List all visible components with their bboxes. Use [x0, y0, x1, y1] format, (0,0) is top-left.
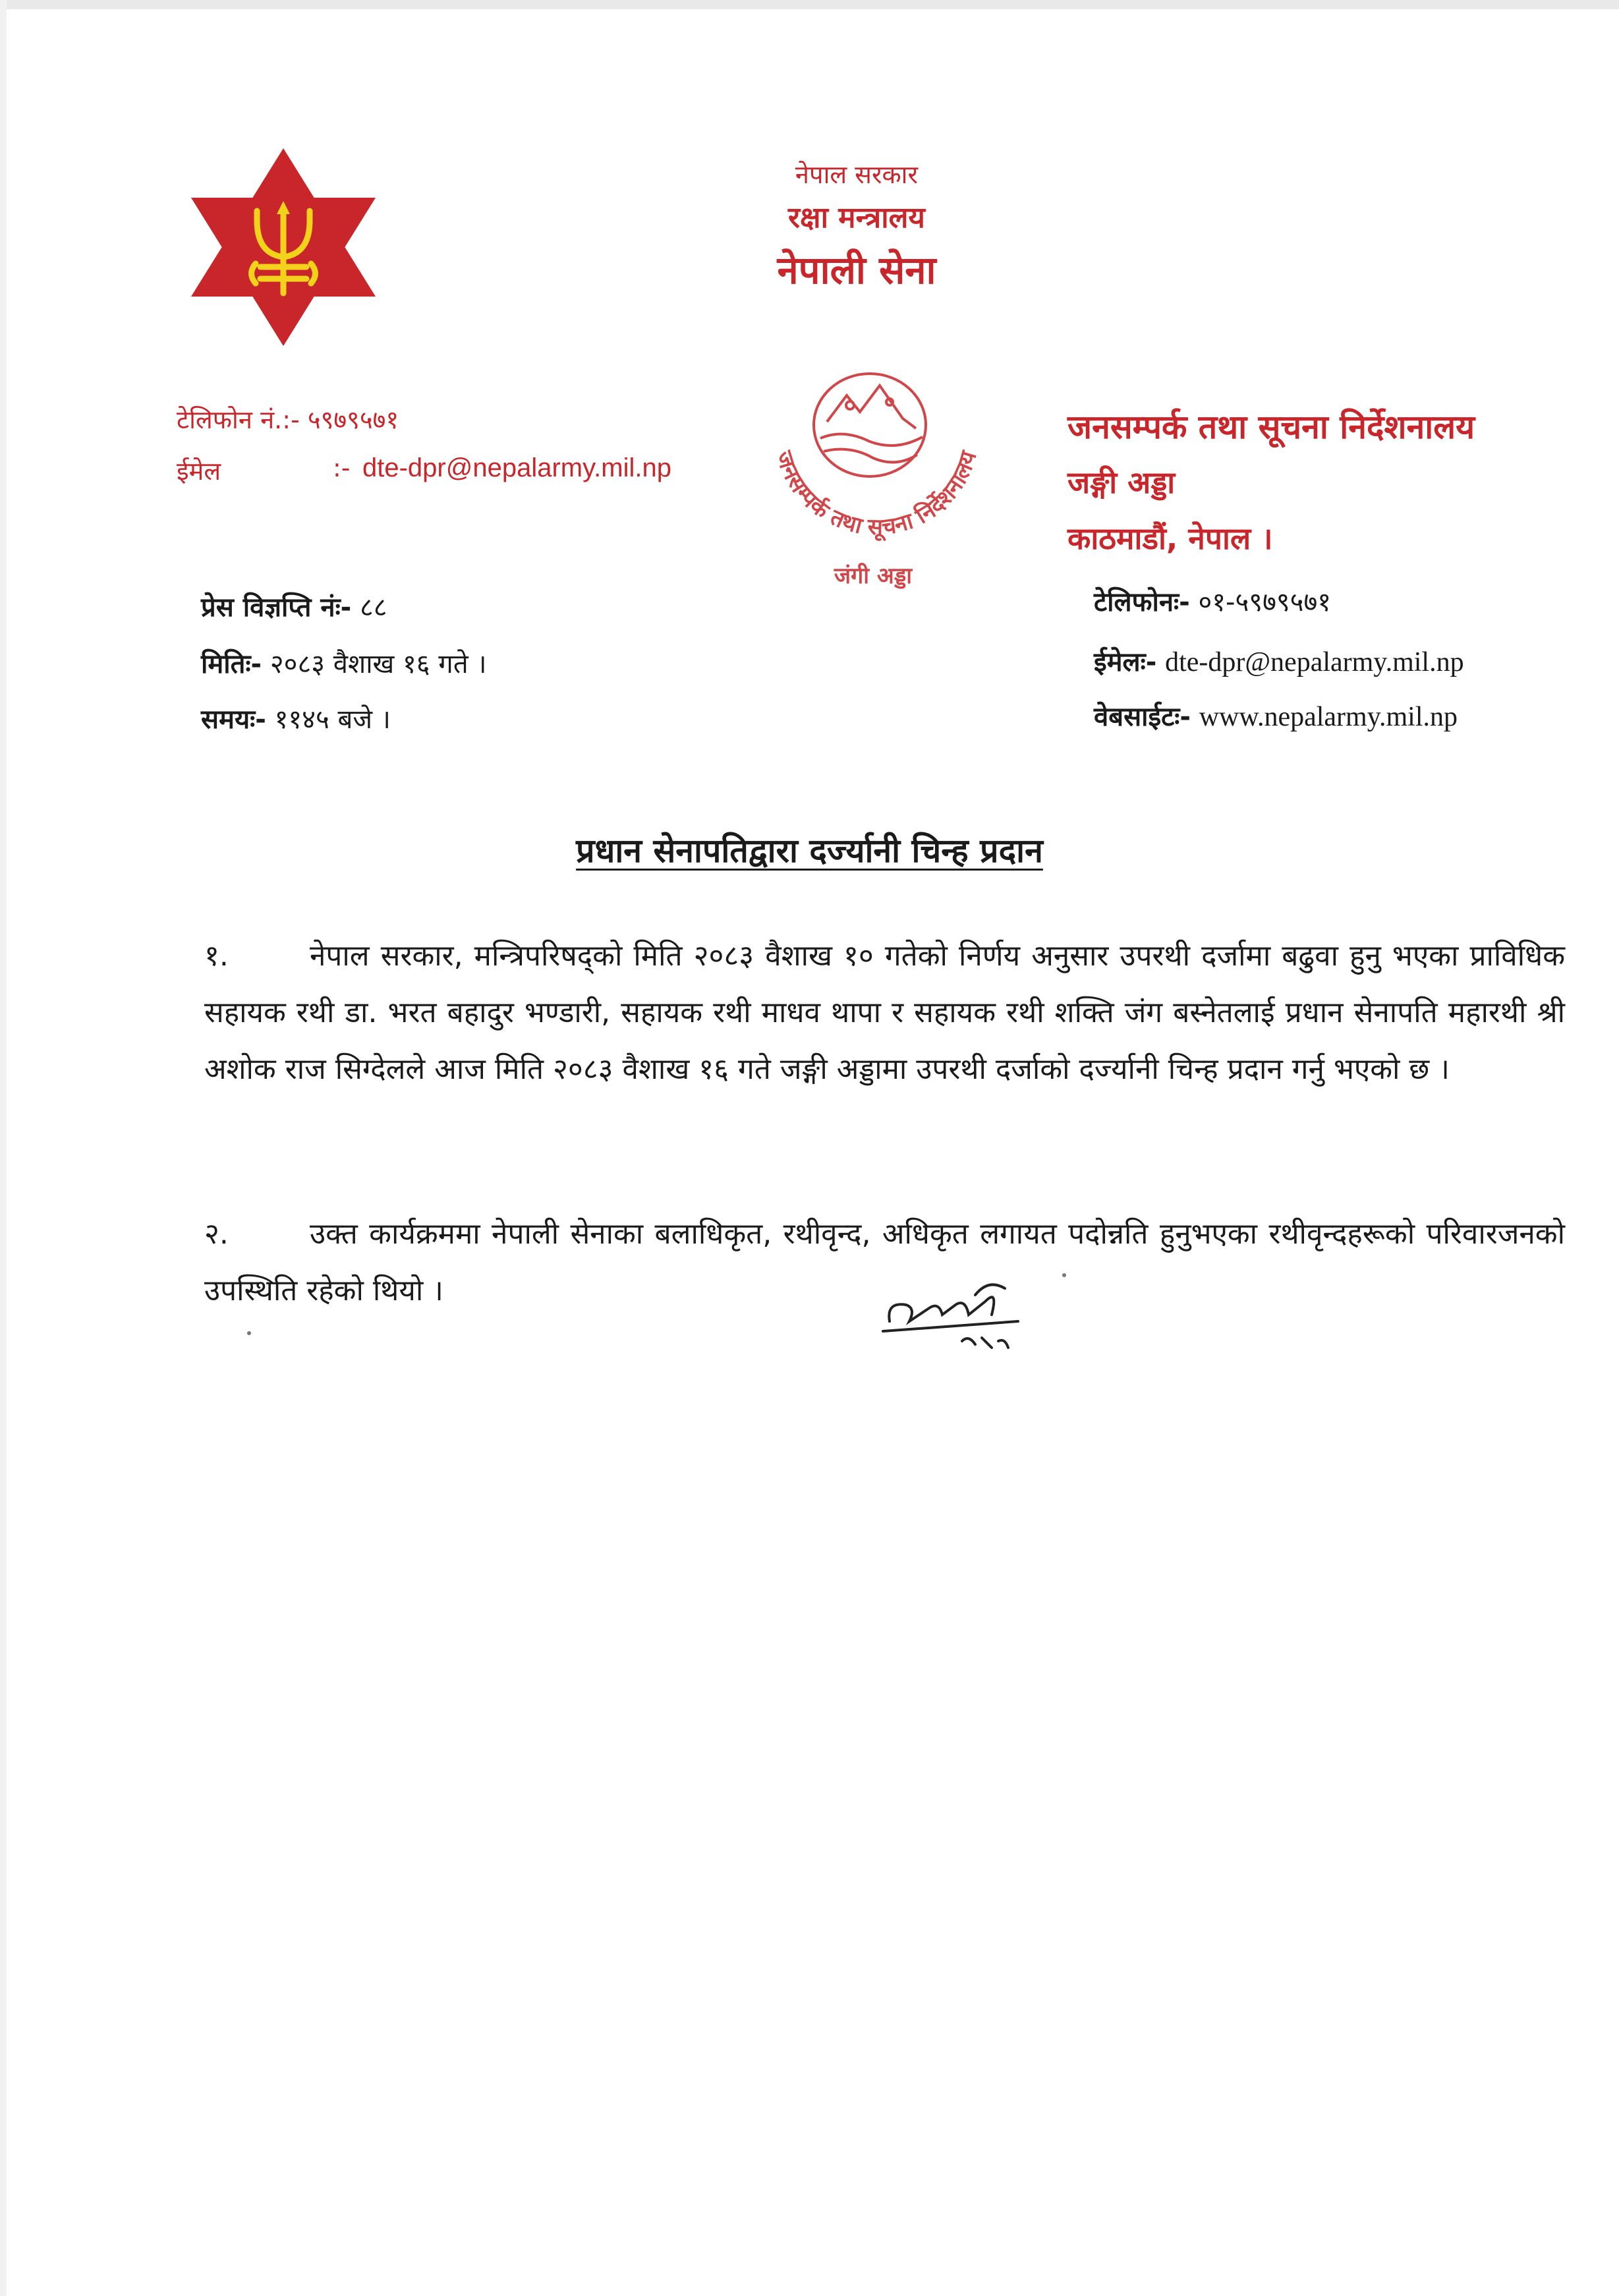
handwritten-signature [876, 1275, 1028, 1367]
right-website-value: www.nepalarmy.mil.np [1199, 702, 1458, 732]
ministry-name: रक्षा मन्त्रालय [788, 201, 925, 235]
press-number: ८८ [359, 592, 387, 623]
right-email-value: dte-dpr@nepalarmy.mil.np [1165, 647, 1464, 677]
press-label: प्रेस विज्ञप्ति नंः- [201, 592, 352, 623]
press-release-title [198, 827, 1421, 872]
left-phone: टेलिफोन नं.:- ५९७९५७१ [177, 405, 399, 434]
paragraph-1-number: १. [204, 939, 229, 973]
paragraph-2-number: २. [204, 1217, 229, 1251]
release-time [201, 700, 391, 736]
directorate-seal-stamp [738, 359, 1015, 596]
paragraph-1 [204, 928, 1565, 1098]
seal-arc-text: जनसम्पर्क तथा सूचना निर्देशनालय [770, 447, 982, 541]
date-value: २०८३ वैशाख १६ गते । [270, 649, 487, 679]
army-name: नेपाली सेना [777, 248, 936, 293]
paragraph-2-text: उक्त कार्यक्रममा नेपाली सेनाका बलाधिकृत, रथीवृन्द, अधिकृत लगायत पदोन्नति हुनुभएका रथीवृन्दहरूको परिवारजनको उपस्थिति रहेको थियो । [204, 1217, 1565, 1307]
time-label: समयः- [201, 704, 266, 735]
date-label: मितिः- [201, 649, 262, 679]
time-value: ११४५ बजे । [274, 704, 391, 735]
scan-speck [1062, 1273, 1066, 1277]
title-text: प्रधान सेनापतिद्वारा दर्ज्यानी चिन्ह प्रदान [576, 832, 1043, 870]
scan-top-edge [0, 0, 1619, 9]
left-email-label: ईमेल [177, 457, 221, 486]
nepal-army-emblem-icon [178, 148, 389, 346]
right-website-label: वेबसाईटः- [1094, 702, 1191, 732]
scan-left-edge [0, 0, 7, 2296]
government-name: नेपाल सरकार [795, 160, 919, 189]
scan-speck [247, 1331, 251, 1335]
office-name: जनसम्पर्क तथा सूचना निर्देशनालय [1067, 408, 1475, 446]
release-date [201, 645, 487, 681]
right-email [1094, 643, 1464, 679]
office-hq: जङ्गी अड्डा [1067, 465, 1176, 500]
right-phone-label: टेलिफोनः- [1094, 587, 1190, 617]
right-website [1094, 697, 1458, 733]
right-phone [1094, 583, 1331, 619]
left-email-value: dte-dpr@nepalarmy.mil.np [362, 453, 671, 482]
press-release-number [201, 588, 387, 624]
paragraph-1-text: नेपाल सरकार, मन्त्रिपरिषद्को मिति २०८३ वैशाख १० गतेको निर्णय अनुसार उपरथी दर्जामा बढुवा हुनु भएका प्राविधिक सहायक रथी डा. भरत बहादुर भण्डारी, सहायक रथी माधव थापा र सहायक रथी शक्ति जंग बस्नेतलाई प्रधान सेनापति महारथी श्री अशोक राज सिग्देलले आज मिति २०८३ वैशाख १६ गते जङ्गी अड्डामा उपरथी दर्जाको दर्ज्यानी चिन्ह प्रदान गर्नु भएको छ । [204, 939, 1565, 1086]
office-city: काठमाडौं, नेपाल । [1067, 521, 1273, 556]
right-phone-value: ०१-५९७९५७१ [1198, 587, 1332, 617]
seal-bottom-text: जंगी अड्डा [834, 563, 913, 589]
right-email-label: ईमेलः- [1094, 647, 1157, 677]
left-email-separator: :- [333, 453, 351, 482]
